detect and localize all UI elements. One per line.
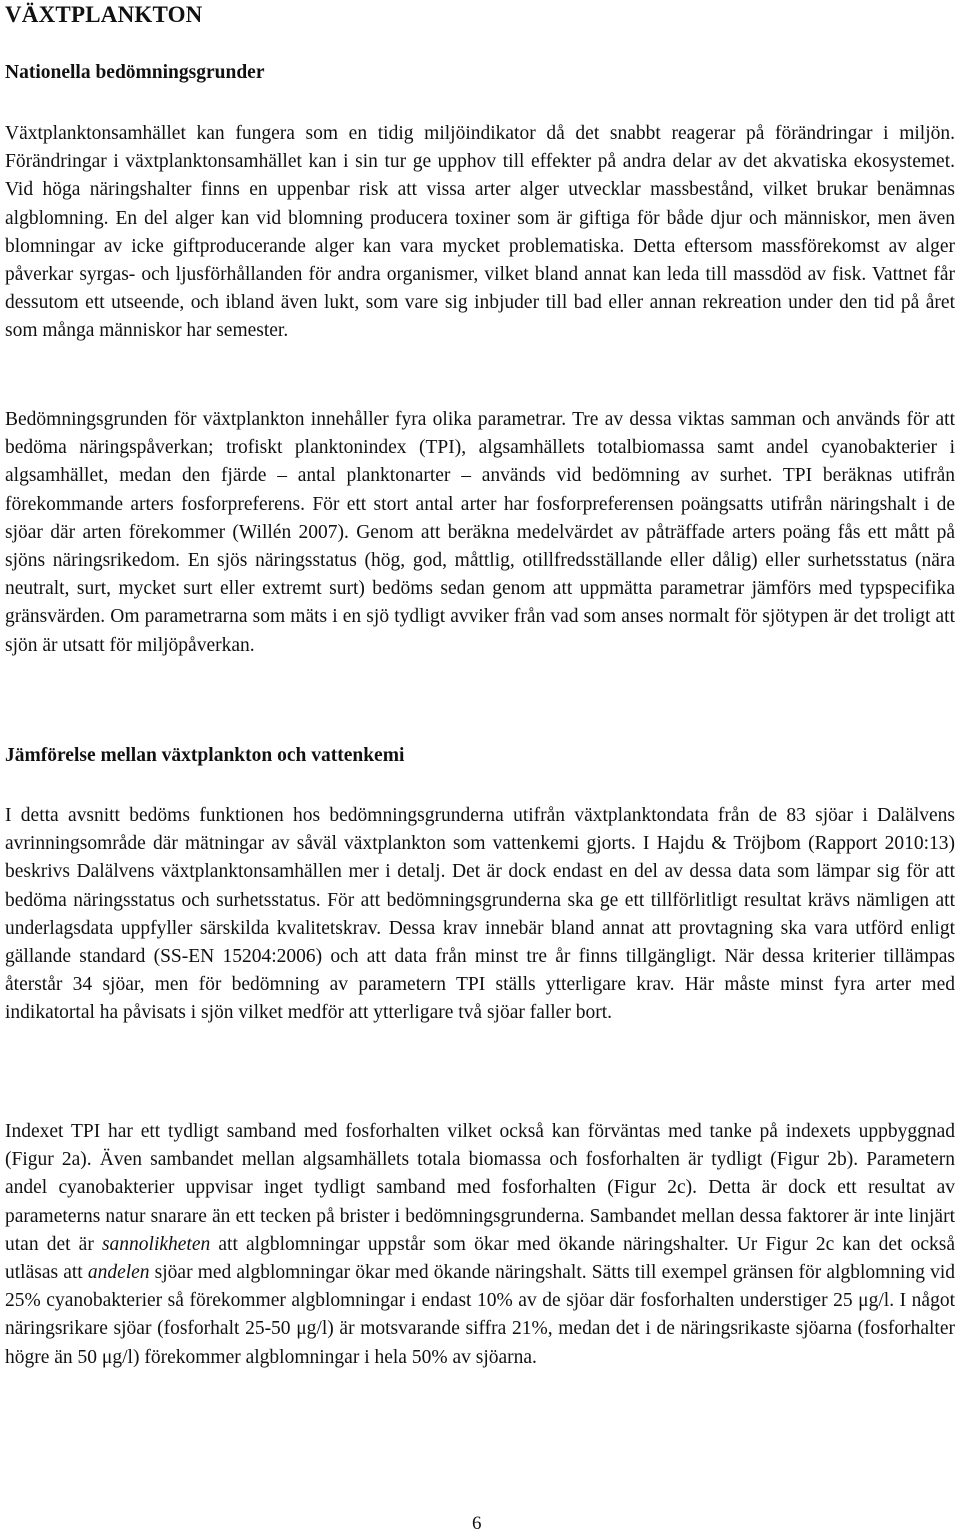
paragraph-intro: Växtplanktonsamhället kan fungera som en tidig miljöindikator då det snabbt reagerar på förändringar i miljön. Förändringar i växtplanktonsamhället kan i sin tur ge upphov till effekter på andra delar av det akvatiska ekosystemet. Vid höga näringshalter finns en uppenbar risk att vissa arter alger utvecklar massbestånd, vilket brukar benämnas algblomning. En del alger kan vid blomning producera toxiner som är giftiga för både djur och människor, men även blomningar av icke giftproducerande alger kan vara mycket problematiska. Detta eftersom massförekomst av alger påverkar syrgas- och ljusförhållanden för andra organismer, vilket bland annat kan leda till massdöd av fisk. Vattnet får dessutom ett utseende, och ibland även lukt, som vare sig inbjuder till bad eller annan rekreation under den tid på året som många människor har semester. <box>5 123 955 342</box>
section-heading-jamforelse: Jämförelse mellan växtplankton och vattenkemi <box>5 745 405 766</box>
paragraph-text: sjöar med algblomningar ökar med ökande näringshalt. Sätts till exempel gränsen för algblomning vid 25% cyanobakterier så förekommer algblomningar i endast 10% av de sjöar där fosforhalten understiger 25 μg/l. I något näringsrikare sjöar (fosforhalt 25-50 μg/l) är motsvarande siffra 21%, medan det i de näringsrikaste sjöarna (fosforhalter högre än 50 μg/l) förekommer algblomningar i hela 50% av sjöarna. <box>5 1262 955 1368</box>
section-heading-nationella: Nationella bedömningsgrunder <box>5 62 265 83</box>
paragraph-data-selection: I detta avsnitt bedöms funktionen hos bedömningsgrunderna utifrån växtplanktondata från de 83 sjöar i Dalälvens avrinningsområde där mätningar av såväl växtplankton som vattenkemi gjorts. I Hajdu & Tröjbom (Rapport 2010:13) beskrivs Dalälvens växtplanktonsamhällen mer i detalj. Det är dock endast en del av dessa data som lämpar sig för att bedöma näringsstatus och surhetsstatus. För att bedömningsgrunderna ska ge ett tillförlitligt resultat krävs nämligen att underlagsdata uppfyller särskilda kvalitetskrav. Dessa krav innebär bland annat att provtagning ska vara utförd enligt gällande standard (SS-EN 15204:2006) och att data från minst tre år finns tillgängligt. När dessa kriterier tillämpas återstår 34 sjöar, men för bedömning av parametern TPI ställs ytterligare krav. Här måste minst fyra arter med indikatortal ha påvisats i sjön vilket medför att ytterligare två sjöar faller bort. <box>5 805 955 1024</box>
paragraph-parameters: Bedömningsgrunden för växtplankton innehåller fyra olika parametrar. Tre av dessa viktas samman och används för att bedöma näringspåverkan; trofiskt planktonindex (TPI), algsamhällets totalbiomassa samt andel cyanobakterier i algsamhället, medan den fjärde – antal planktonarter – används vid bedömning av surhet. TPI beräknas utifrån förekommande arters fosforpreferens. För ett stort antal arter har fosforpreferensen poängsatts utifrån näringshalt i de sjöar där arten förekommer (Willén 2007). Genom att beräkna medelvärdet av påträffade arters poäng fås ett mått på sjöns näringsrikedom. En sjös näringsstatus (hög, god, måttlig, otillfredsställande eller dålig) eller surhetsstatus (nära neutralt, surt, mycket surt eller extremt surt) bedöms sedan genom att uppmätta parametrar jämförs med typspecifika gränsvärden. Om parametrarna som mäts i en sjö tydligt avviker från vad som anses normalt för sjötypen är det troligt att sjön är utsatt för miljöpåverkan. <box>5 409 955 656</box>
paragraph-tpi-relation <box>5 1118 955 1372</box>
paragraph-text: att algblomningar uppstår som ökar med ökande näringshalter. Ur Figur 2c kan det också utläsas att <box>5 1233 956 1284</box>
emphasis-sannolikheten: sannolikheten <box>101 1233 211 1255</box>
emphasis-andelen: andelen <box>87 1262 150 1284</box>
page-number: 6 <box>472 1513 482 1534</box>
document-title: VÄXTPLANKTON <box>5 2 203 27</box>
paragraph-text: Indexet TPI har ett tydligt samband med fosforhalten vilket också kan förväntas med tanke på indexets uppbyggnad (Figur 2a). Även sambandet mellan algsamhällets totala biomassa och fosforhalten är tydligt (Figur 2b). Parametern andel cyanobakterier uppvisar inget tydligt samband med fosforhalten (Figur 2c). Detta är dock ett resultat av parameterns natur snarare än ett tecken på brister i bedömningsgrunderna. Sambandet mellan dessa faktorer är inte linjärt utan det är <box>5 1121 955 1255</box>
